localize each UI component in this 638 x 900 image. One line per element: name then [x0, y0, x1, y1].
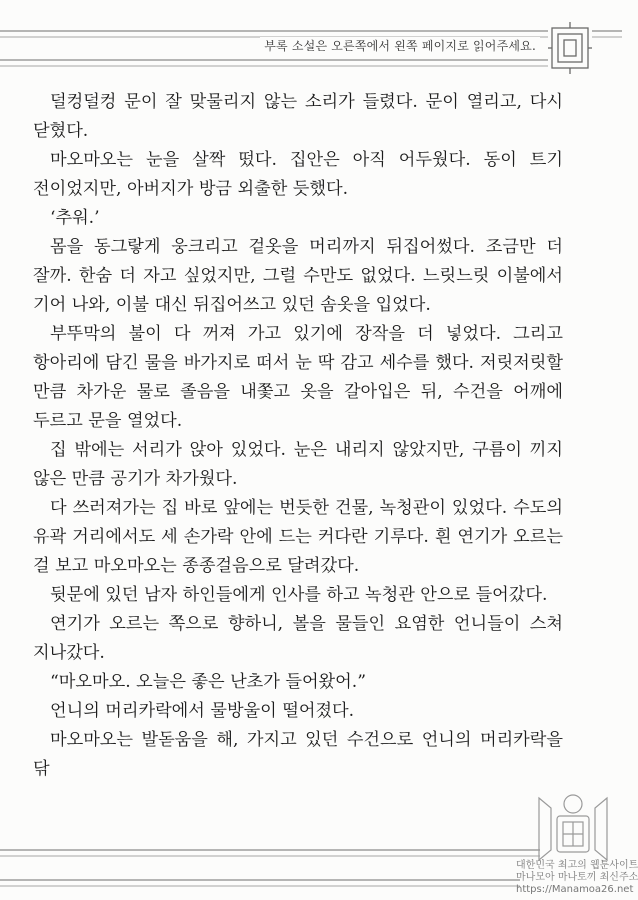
paragraph: 언니의 머리카락에서 물방울이 떨어졌다.	[50, 701, 355, 721]
site-watermark	[516, 860, 638, 896]
knot-ornament-icon	[548, 22, 592, 74]
paragraph: 부뚜막의 불이 다 꺼져 가고 있기에 장작을 더 넣었다. 그리고 항아리에 담긴 물을 바가지로 떠서 눈 딱 감고 세수를 했다. 저릿저릿할 만큼 차가운 물로 졸음을 내쫓고 옷을 갈아입은 뒤, 수건을 어깨에 두르고 문을 열었다.	[33, 324, 563, 431]
watermark-seal-icon	[529, 790, 617, 868]
paragraph: 집 밖에는 서리가 앉아 있었다. 눈은 내리지 않았지만, 구름이 끼지 않은 만큼 공기가 차가웠다.	[33, 440, 563, 489]
reading-direction-note: 부록 소설은 오른쪽에서 왼쪽 페이지로 읽어주세요.	[260, 37, 540, 54]
paragraph: 뒷문에 있던 남자 하인들에게 인사를 하고 녹청관 안으로 들어갔다.	[50, 585, 548, 605]
paragraph: ‘추워.’	[50, 208, 100, 228]
paragraph: 마오마오는 발돋움을 해, 가지고 있던 수건으로 언니의 머리카락을 닦	[33, 730, 563, 779]
watermark-line: 대한민국 최고의 웹툰사이트	[516, 860, 638, 871]
watermark-url: https://Manamoa26.net	[516, 884, 634, 895]
paragraph: 연기가 오르는 쪽으로 향하니, 볼을 물들인 요염한 언니들이 스쳐 지나갔다.	[33, 614, 563, 663]
novel-body	[33, 88, 563, 784]
paragraph: 덜컹덜컹 문이 잘 맞물리지 않는 소리가 들렸다. 문이 열리고, 다시 닫혔다.	[33, 92, 563, 141]
paragraph: 다 쓰러져가는 집 바로 앞에는 번듯한 건물, 녹청관이 있었다. 수도의 유곽 거리에서도 세 손가락 안에 드는 커다란 기루다. 흰 연기가 오르는 걸 보고 마오마오는 종종걸음으로 달려갔다.	[33, 498, 563, 576]
paragraph: “마오마오. 오늘은 좋은 난초가 들어왔어.”	[50, 672, 367, 692]
paragraph: 몸을 동그랗게 웅크리고 겉옷을 머리까지 뒤집어썼다. 조금만 더 잘까. 한숨 더 자고 싶었지만, 그럴 수만도 없었다. 느릿느릿 이불에서 기어 나와, 이불 대신 뒤집어쓰고 있던 솜옷을 입었다.	[33, 237, 563, 315]
paragraph: 마오마오는 눈을 살짝 떴다. 집안은 아직 어두웠다. 동이 트기 전이었지만, 아버지가 방금 외출한 듯했다.	[33, 150, 563, 199]
watermark-line: 마나모아 마나토끼 최신주소	[516, 872, 638, 883]
